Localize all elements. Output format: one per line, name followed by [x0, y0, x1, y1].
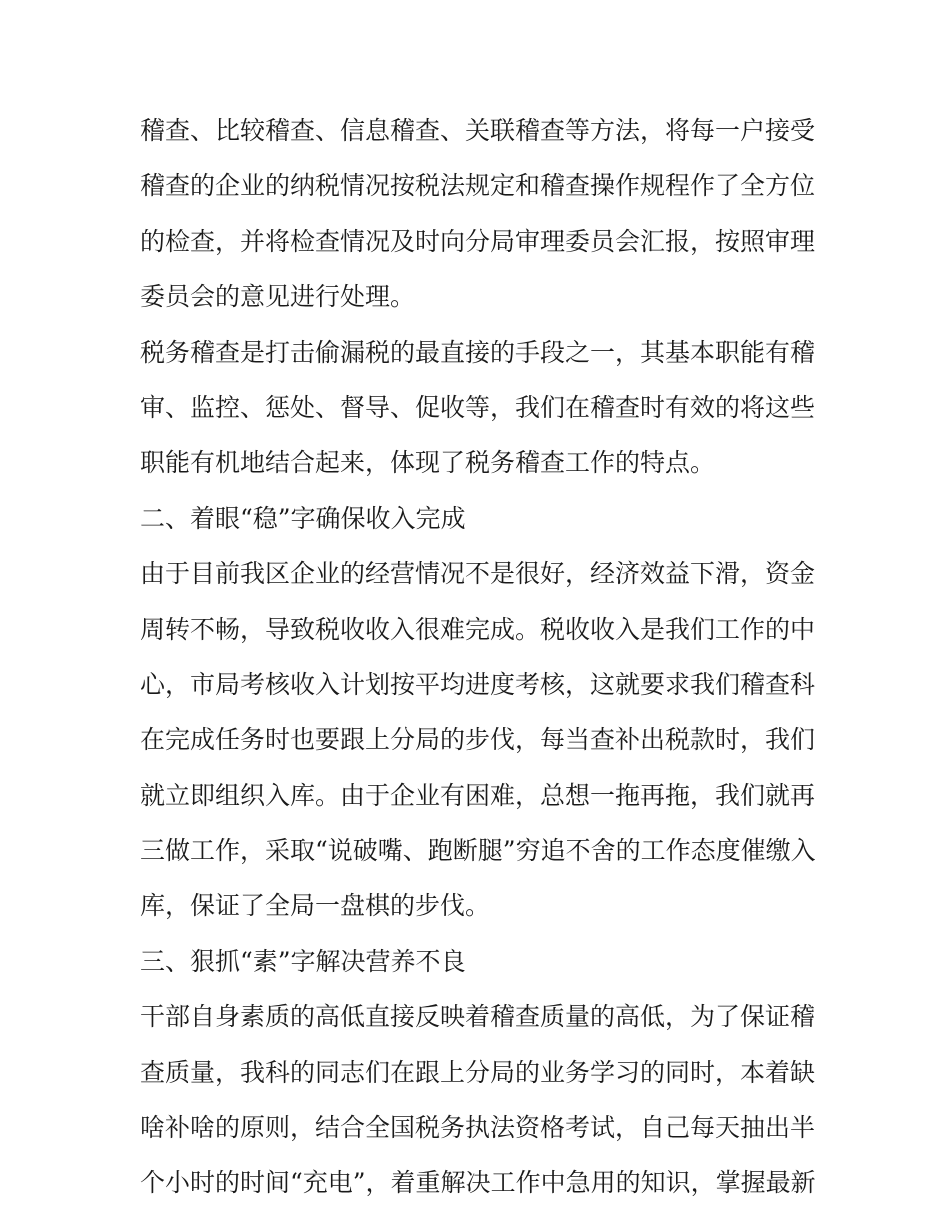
text-line: 库，保证了全局一盘棋的步伐。: [140, 891, 491, 921]
text-line: 干部自身素质的高低直接反映着稽查质量的高低，为了保证稽: [140, 1002, 816, 1032]
text-line: 稽查的企业的纳税情况按税法规定和稽查操作规程作了全方位: [140, 171, 816, 201]
text-line: 查质量，我科的同志们在跟上分局的业务学习的同时，本着缺: [140, 1057, 816, 1087]
text-line: 周转不畅，导致税收收入很难完成。税收收入是我们工作的中: [140, 614, 816, 644]
text-line: 税务稽查是打击偷漏税的最直接的手段之一，其基本职能有稽: [140, 337, 816, 367]
section-heading: 二、着眼“稳”字确保收入完成: [140, 503, 466, 533]
text-line: 稽查、比较稽查、信息稽查、关联稽查等方法，将每一户接受: [140, 116, 816, 145]
text-line: 职能有机地结合起来，体现了税务稽查工作的特点。: [140, 448, 716, 478]
text-line: 由于目前我区企业的经营情况不是很好，经济效益下滑，资金: [140, 559, 816, 589]
text-line: 的检查，并将检查情况及时向分局审理委员会汇报，按照审理: [140, 226, 816, 256]
text-line: 审、监控、惩处、督导、促收等，我们在稽查时有效的将这些: [140, 392, 816, 422]
text-line: 心，市局考核收入计划按平均进度考核，这就要求我们稽查科: [140, 669, 816, 699]
text-line: 啥补啥的原则，结合全国税务执法资格考试，自己每天抽出半: [140, 1113, 816, 1143]
text-line: 委员会的意见进行处理。: [140, 282, 416, 312]
text-line: 三做工作，采取“说破嘴、跑断腿”穷追不舍的工作态度催缴入: [140, 836, 816, 866]
text-line: 在完成任务时也要跟上分局的步伐，每当查补出税款时，我们: [140, 725, 816, 755]
section-heading: 三、狠抓“素”字解决营养不良: [140, 946, 466, 976]
text-line: 个小时的时间“充电”，着重解决工作中急用的知识，掌握最新: [140, 1168, 816, 1198]
text-line: 就立即组织入库。由于企业有困难，总想一拖再拖，我们就再: [140, 780, 816, 810]
document-body: [140, 103, 820, 1211]
